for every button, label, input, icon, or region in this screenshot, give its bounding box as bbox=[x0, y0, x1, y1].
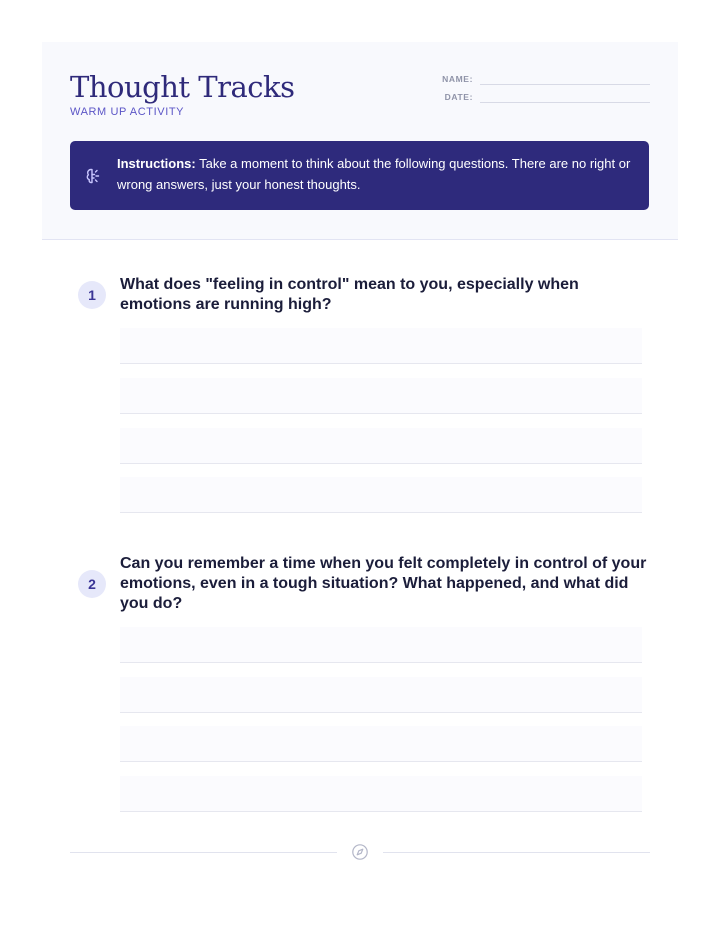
instructions-box bbox=[70, 141, 649, 210]
page-subtitle: WARM UP ACTIVITY bbox=[70, 106, 185, 118]
date-label: DATE: bbox=[444, 92, 473, 102]
answer-line[interactable] bbox=[120, 328, 642, 364]
question-text: Can you remember a time when you felt completely in control of your emotions, even in a tough situation? What happened, and what did you do? bbox=[120, 555, 647, 612]
name-line[interactable] bbox=[480, 84, 650, 85]
footer-divider-left bbox=[70, 852, 337, 853]
footer-divider-right bbox=[383, 852, 650, 853]
answer-line[interactable] bbox=[120, 477, 642, 513]
instructions-text bbox=[117, 153, 637, 195]
answer-line[interactable] bbox=[120, 378, 642, 414]
instructions-body: Take a moment to think about the following questions. There are no right or wrong answers, just your honest thoughts. bbox=[117, 156, 631, 192]
question-number-badge: 1 bbox=[78, 281, 106, 309]
answer-line[interactable] bbox=[120, 776, 642, 812]
answer-line[interactable] bbox=[120, 726, 642, 762]
lightbulb-brain-icon bbox=[84, 166, 104, 186]
name-label: NAME: bbox=[442, 74, 473, 84]
page-title: Thought Tracks bbox=[70, 70, 295, 104]
answer-line[interactable] bbox=[120, 677, 642, 713]
instructions-label: Instructions: bbox=[117, 156, 196, 171]
question-number-badge: 2 bbox=[78, 570, 106, 598]
answer-line[interactable] bbox=[120, 627, 642, 663]
name-field[interactable] bbox=[432, 74, 650, 88]
question-text: What does "feeling in control" mean to you, especially when emotions are running high? bbox=[120, 276, 579, 313]
answer-line[interactable] bbox=[120, 428, 642, 464]
question-2 bbox=[78, 554, 648, 812]
date-field[interactable] bbox=[432, 92, 650, 106]
date-line[interactable] bbox=[480, 102, 650, 103]
worksheet-header bbox=[42, 42, 678, 240]
compass-icon bbox=[351, 843, 369, 861]
question-1 bbox=[78, 275, 648, 513]
